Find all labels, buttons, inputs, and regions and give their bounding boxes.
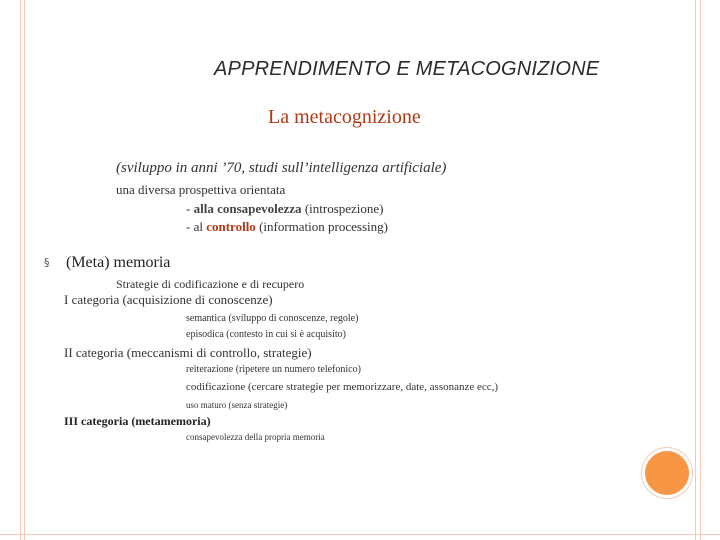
frame-line-right-outer — [700, 0, 701, 540]
bullet-icon: § — [44, 256, 50, 269]
decorative-circle — [642, 448, 692, 498]
control-prefix: - al — [186, 219, 207, 234]
slide-subtitle: La metacognizione — [268, 106, 421, 128]
category-1-episodic: episodica (contesto in cui si è acquisito) — [186, 329, 346, 340]
frame-line-left-outer — [20, 0, 21, 540]
frame-line-right-inner — [695, 0, 696, 540]
category-2-encoding: codificazione (cercare strategie per memorizzare, date, assonanze ecc,) — [186, 381, 499, 393]
category-1-semantic: semantica (sviluppo di conoscenze, regole) — [186, 313, 359, 324]
context-note: (sviluppo in anni ’70, studi sull’intelligenza artificiale) — [116, 160, 447, 176]
category-3-awareness: consapevolezza della propria memoria — [186, 432, 325, 442]
slide-title: APPRENDIMENTO E METACOGNIZIONE — [214, 58, 600, 80]
meta-memory-heading: (Meta) memoria — [66, 254, 171, 271]
frame-line-left-inner — [24, 0, 25, 540]
frame-line-bottom — [0, 534, 720, 535]
awareness-keyword: alla consapevolezza — [193, 201, 302, 216]
category-2-mature-use: uso maturo (senza strategie) — [186, 400, 288, 410]
awareness-rest: (introspezione) — [301, 201, 384, 216]
category-2: II categoria (meccanismi di controllo, strategie) — [64, 345, 312, 360]
category-1: I categoria (acquisizione di conoscenze) — [64, 292, 273, 307]
awareness-prefix: - — [186, 201, 194, 216]
control-rest: (information processing) — [255, 219, 388, 234]
strategies-line: Strategie di codificazione e di recupero — [116, 277, 305, 291]
category-2-repetition: reiterazione (ripetere un numero telefonico) — [186, 364, 361, 375]
intro-line: una diversa prospettiva orientata — [116, 182, 286, 197]
control-line — [186, 219, 388, 235]
awareness-line — [186, 201, 384, 217]
control-keyword: controllo — [206, 219, 256, 234]
category-3: III categoria (metamemoria) — [64, 414, 211, 428]
